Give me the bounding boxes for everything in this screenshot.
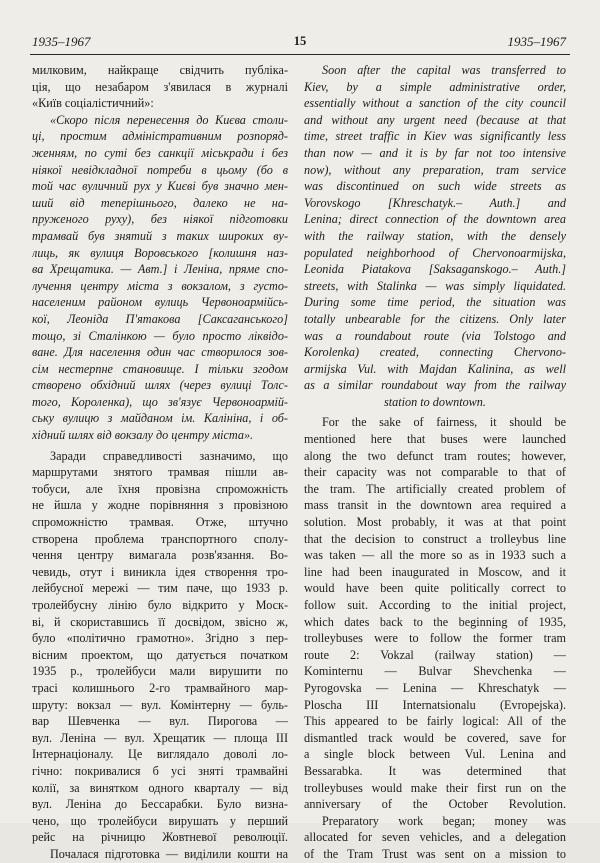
text-line: сім нестерпне становище. І тільки згодом bbox=[32, 361, 288, 376]
text-line: ніякої невідкладної потреби в цьому (бо в bbox=[32, 162, 288, 177]
text-line: Kominternu — Bulvar Shevchenka — bbox=[304, 664, 566, 679]
text-line: Pyrogovska — Lenina — Khreschatyk — bbox=[304, 680, 566, 695]
text-line: essentially without a sanction of the city council bbox=[304, 96, 566, 111]
text-line: ція, що незабаром з'явилася в журналі bbox=[32, 79, 288, 94]
text-line: totally unbearable for the citizens. Only later bbox=[304, 311, 566, 326]
ukrainian-text-column bbox=[32, 62, 288, 863]
text-line: station to downtown. bbox=[384, 394, 486, 409]
text-line: line had been inaugurated in Moscow, and it bbox=[304, 564, 566, 579]
text-line: трамвай був знятий з таких широких ву- bbox=[32, 228, 288, 243]
running-header bbox=[30, 34, 570, 50]
text-line: було «політично грамотно». Згідно з пер- bbox=[32, 631, 288, 646]
text-line: trolleybuses were to follow the former tram bbox=[304, 631, 566, 646]
text-line: маршрутами знятого трамвая пішли ав- bbox=[32, 465, 288, 480]
text-line: вар Шевченка — вул. Пирогова — bbox=[32, 714, 288, 729]
text-line: лучення центру міста з вокзалом, з густо- bbox=[32, 278, 288, 293]
page-number: 15 bbox=[293, 34, 307, 48]
text-line: хідний шлях від вокзалу до центру міста». bbox=[32, 428, 254, 443]
text-line: solution. Most probably, it was at that point bbox=[304, 515, 566, 530]
text-line: time, street traffic in Kiev was significantly less bbox=[304, 129, 566, 144]
text-line: тролейбусну лінію було відкрито у Моск- bbox=[32, 598, 288, 612]
text-line: For the sake of fairness, it should be bbox=[322, 415, 566, 430]
text-line: Інтернаціоналу. Це виглядало доволі ло- bbox=[32, 747, 288, 762]
text-line: трасі колишнього 2-го трамвайного мар- bbox=[32, 680, 288, 695]
text-line: лейбусної мережі — тим паче, що 1933 р. bbox=[32, 581, 288, 596]
header-rule bbox=[30, 54, 570, 55]
text-line: гічно: покривалися б усі зняті трамвайні bbox=[32, 763, 288, 778]
text-line: dismantled track would be covered, save for bbox=[304, 730, 566, 745]
text-line: ване. Для населення один час створилося зов- bbox=[32, 345, 288, 360]
text-line: Заради справедливості зазначимо, що bbox=[50, 448, 288, 463]
text-line: a single block between Vul. Lenina and bbox=[304, 747, 566, 762]
header-years-left: 1935–1967 bbox=[32, 34, 91, 49]
text-line: Korolenka) created, connecting Chervono- bbox=[304, 345, 566, 360]
text-line: and without any urgent need (because at that bbox=[304, 112, 566, 127]
text-line: route 2: Vokzal (railway station) — bbox=[304, 647, 566, 662]
text-line: along the two defunct tram routes; however, bbox=[304, 448, 566, 463]
text-line: 1935 р., тролейбуси мали вирушити по bbox=[32, 664, 288, 679]
text-line: колії, за винятком одного кварталу — від bbox=[32, 780, 288, 795]
text-line: спроможністю трамвая. Отже, штучно bbox=[32, 515, 288, 530]
text-line: Lenina; direct connection of the downtown area bbox=[304, 212, 566, 227]
text-line: пруженого руху), без ніякої підготовки bbox=[32, 212, 288, 227]
text-line: рейс на річницю Жовтневої революції. bbox=[32, 830, 288, 845]
text-line: was taken — all the more so as in 1933 such a bbox=[304, 548, 566, 563]
text-line: того, Короленка), що зв'язує Червоноармій- bbox=[32, 394, 288, 409]
text-line: the tram. The artificially created problem of bbox=[304, 481, 566, 496]
text-line: as a similar roundabout way from the railway bbox=[304, 378, 566, 393]
text-line: Vorovskogo [Khreschatyk.– Auth.] and bbox=[304, 195, 566, 210]
text-line: вул. Леніна до Бессарабки. Було визна- bbox=[32, 797, 288, 812]
text-line: Leonida Piatakova [Saksaganskogo.– Auth.] bbox=[304, 262, 566, 277]
text-line: armijska Vul. with Majdan Kalinina, as well bbox=[304, 361, 566, 376]
text-line: During some time period, the situation was bbox=[304, 295, 566, 310]
text-line: ську вулицю з майданом ім. Калініна, і об- bbox=[32, 411, 288, 426]
text-line: ці, простим адміністративним розпоряд- bbox=[32, 129, 288, 144]
text-line: populated neighborhood of Chervonoarmijska, bbox=[304, 245, 566, 260]
text-line: This appeared to be fairly logical: All of the bbox=[304, 714, 566, 729]
text-line: Soon after the capital was transferred to bbox=[322, 63, 566, 77]
text-line: населеним районом вулиць Червоноармійсь- bbox=[32, 295, 288, 310]
text-line: «Київ соціалістичний»: bbox=[32, 96, 154, 111]
text-line: mentioned here that buses were launched bbox=[304, 432, 566, 447]
text-line: anniversary of the October Revolution. bbox=[304, 797, 566, 812]
text-line: which dates back to the beginning of 1935, bbox=[304, 614, 566, 629]
text-line: не йшла у жодне порівняння з провізною bbox=[32, 498, 288, 513]
text-line: тобуси, але їхня провізна спроможність bbox=[32, 481, 288, 496]
text-line: кої, Леоніда П'ятакова [Саксаганського] bbox=[32, 311, 288, 326]
text-line: than now — and it is by far not too intensive bbox=[304, 145, 566, 160]
text-line: женням, по суті без санкції міськради і без bbox=[32, 145, 288, 160]
text-line: Bessarabka. It was determined that bbox=[304, 763, 566, 778]
text-line: милковим, найкраще свідчить публіка- bbox=[32, 63, 288, 77]
text-line: would have been quite politically correct to bbox=[304, 581, 566, 596]
text-line: створено обхідний шлях (через вулиці Толс- bbox=[32, 378, 288, 393]
text-line: Почалася підготовка — виділили кошти на bbox=[50, 846, 288, 861]
text-line: вул. Леніна — вул. Хрещатик — площа III bbox=[32, 730, 288, 745]
text-line: was a roundabout route (via Tolstogo and bbox=[304, 328, 566, 343]
text-line: ві, й скориставшись її досвідом, звісно ж, bbox=[32, 614, 288, 629]
text-line: «Скоро після перенесення до Києва столи- bbox=[50, 112, 288, 127]
text-line: чевидь, отут і виникла ідея створення тро- bbox=[32, 564, 288, 579]
text-line: той час вуличний рух у Києві був значно мен- bbox=[32, 179, 288, 194]
text-line: лиць, як вулиця Воровського [колишня наз- bbox=[32, 245, 288, 260]
text-line: чення центру вимагала розв'язання. Во- bbox=[32, 548, 288, 563]
text-line: створена проблема транспортного сполу- bbox=[32, 531, 288, 546]
text-line: streets, with Stalinka — was simply liquidated. bbox=[304, 278, 566, 293]
text-line: now), without any preparation, tram service bbox=[304, 162, 566, 177]
text-line: ва Хрещатика. — Авт.] і Леніна, пряме спо- bbox=[32, 262, 288, 277]
text-line: of the Tram Trust was sent on a mission to bbox=[304, 846, 566, 861]
header-years-right: 1935–1967 bbox=[507, 34, 566, 49]
text-line: follow suit. According to the initial project, bbox=[304, 598, 566, 612]
text-line: тощо, зі Сталінкою — було просто ліквідо- bbox=[32, 328, 288, 343]
text-line: allocated for seven vehicles, and a delegation bbox=[304, 830, 566, 845]
text-line: mass transit in the downtown area required a bbox=[304, 498, 566, 513]
text-line: чено, що тролейбуси вирушать у перший bbox=[32, 813, 288, 828]
text-line: Kiev, by a simple administrative order, bbox=[304, 79, 566, 94]
text-line: ший від теперішнього, далеко не на- bbox=[32, 195, 288, 210]
text-line: with the railway station, with the densely bbox=[304, 228, 566, 243]
text-line: Ploscha III Internatsionalu (Evropejska). bbox=[304, 697, 566, 712]
english-text-column bbox=[304, 62, 566, 863]
text-line: Preparatory work began; money was bbox=[322, 813, 566, 828]
text-line: was discontinued on such wide streets as bbox=[304, 179, 566, 194]
text-line: that the decision to construct a trolleybus line bbox=[304, 531, 566, 546]
text-line: шруту: вокзал — вул. Комінтерну — буль- bbox=[32, 697, 288, 712]
text-line: their capacity was not comparable to that of bbox=[304, 465, 566, 480]
text-line: trolleybuses would make their first run on the bbox=[304, 780, 566, 795]
text-line: вісним проектом, що датується початком bbox=[32, 647, 288, 662]
